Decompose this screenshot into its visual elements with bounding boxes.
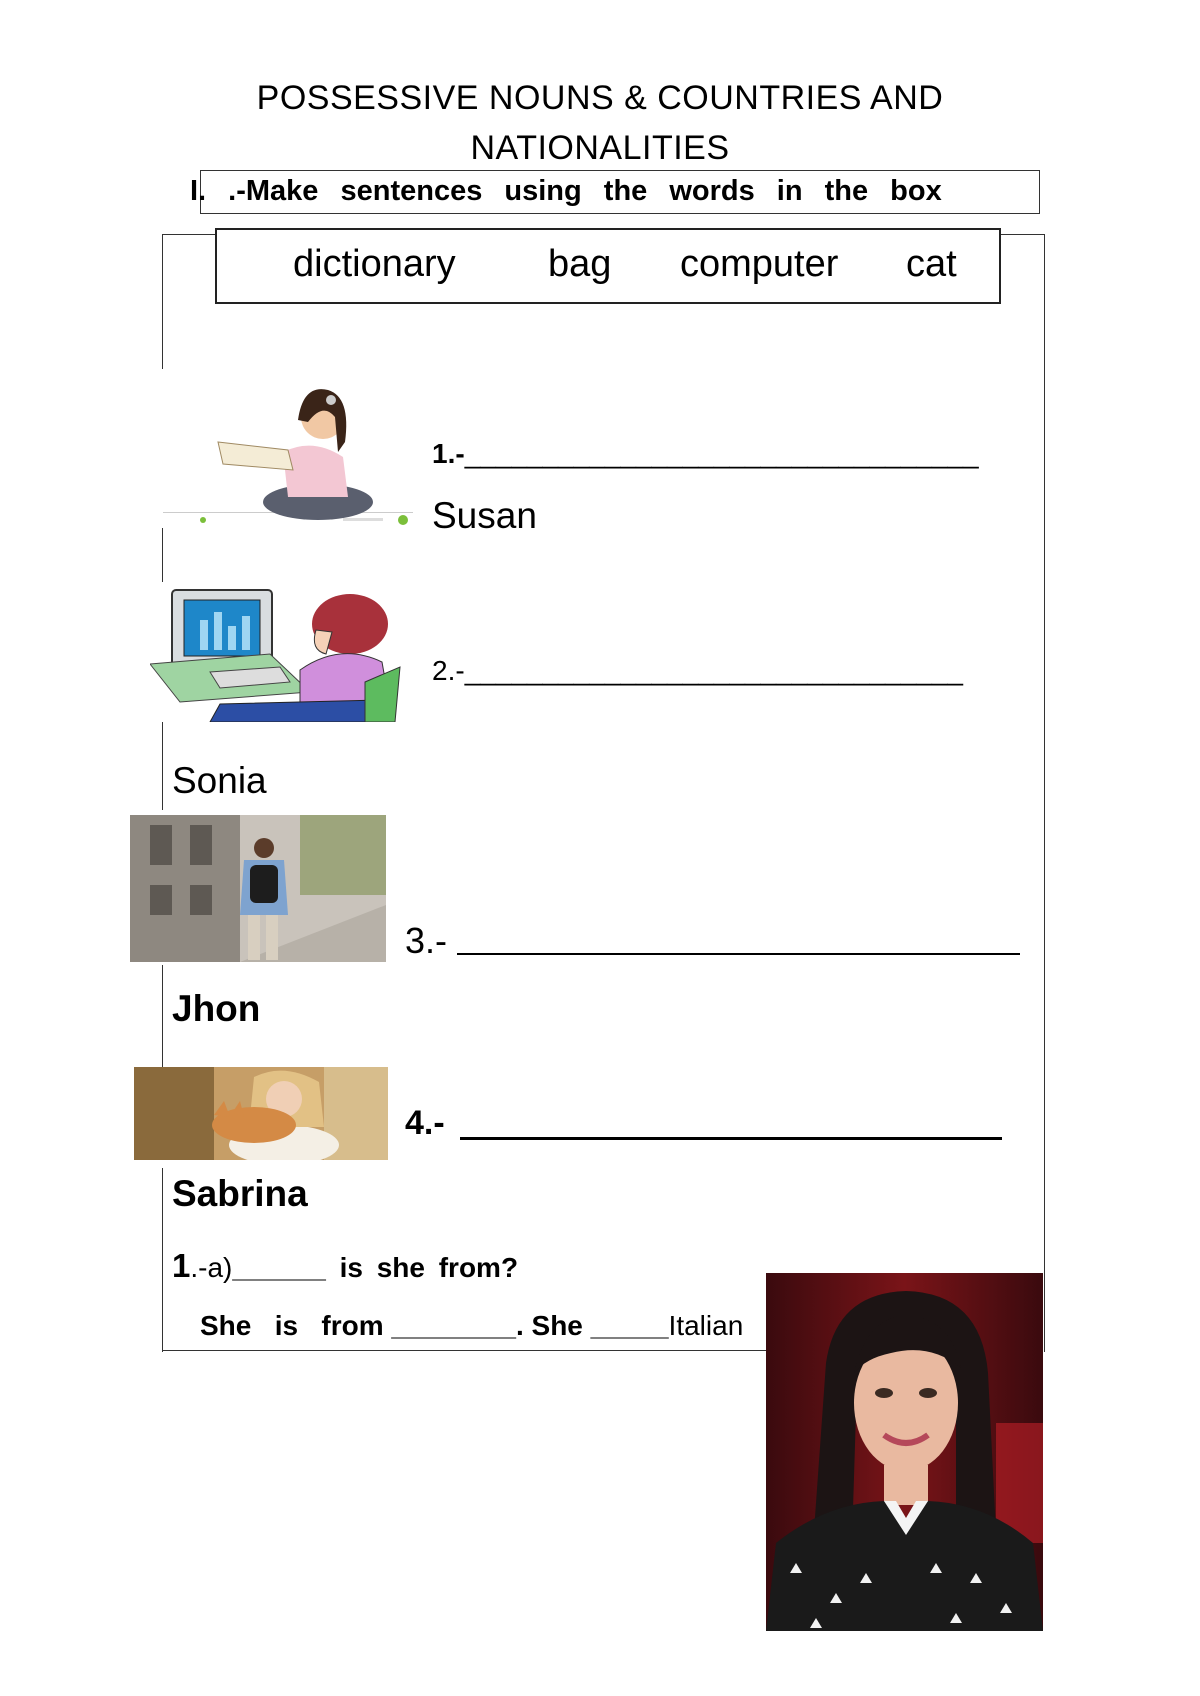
item-2-number: 2.- xyxy=(432,655,465,686)
item-3-name: Jhon xyxy=(172,988,261,1029)
question-line xyxy=(172,1247,518,1285)
word-bag: bag xyxy=(548,243,612,285)
frame-left-border xyxy=(162,234,163,369)
item-2-label xyxy=(432,655,963,687)
frame-left-border xyxy=(162,965,163,1070)
item-3-number: 3.- xyxy=(405,920,448,961)
frame-bottom-border xyxy=(162,1350,766,1351)
question-blank-1[interactable]: ______ xyxy=(232,1252,326,1283)
instruction-text: I. .-Make sentences using the words in the box xyxy=(190,175,942,207)
item-1-number: 1.- xyxy=(432,438,465,469)
item-2-blank[interactable]: ________________________________ xyxy=(464,655,963,686)
item-1-blank[interactable]: _________________________________ xyxy=(464,438,979,469)
word-cat: cat xyxy=(906,243,957,285)
frame-right-border xyxy=(1044,234,1045,1352)
item-4-name: Sabrina xyxy=(172,1173,308,1214)
item-1-name: Susan xyxy=(432,495,537,536)
question-text: is she from? xyxy=(325,1252,519,1283)
girl-cat-image xyxy=(134,1067,388,1160)
frame-left-border xyxy=(162,528,163,584)
boy-backpack-image xyxy=(130,815,386,962)
word-dictionary: dictionary xyxy=(293,243,456,285)
answer-line xyxy=(200,1310,743,1342)
girl-reading-image xyxy=(163,372,413,532)
answer-part-3: Italian xyxy=(668,1310,744,1341)
page-title: POSSESSIVE NOUNS & COUNTRIES AND xyxy=(256,79,944,117)
item-1-label xyxy=(432,438,979,470)
item-3-blank[interactable] xyxy=(457,953,1020,955)
answer-part-2: . She xyxy=(515,1310,591,1341)
item-2-name: Sonia xyxy=(172,760,267,801)
question-prefix: .-a) xyxy=(190,1252,233,1283)
answer-blank-verb[interactable]: _____ xyxy=(590,1310,669,1341)
woman-computer-image xyxy=(150,582,406,722)
item-4-number: 4.- xyxy=(405,1104,445,1142)
woman-portrait-image xyxy=(766,1273,1043,1631)
word-computer: computer xyxy=(680,243,839,285)
frame-left-border xyxy=(162,1168,163,1352)
frame-left-border xyxy=(162,720,163,810)
answer-part-1: She is from xyxy=(200,1310,392,1341)
item-4-blank[interactable] xyxy=(460,1137,1002,1140)
page-title-line2: NATIONALITIES xyxy=(470,129,730,167)
answer-blank-country[interactable]: ________ xyxy=(391,1310,516,1341)
question-number: 1 xyxy=(172,1247,191,1284)
